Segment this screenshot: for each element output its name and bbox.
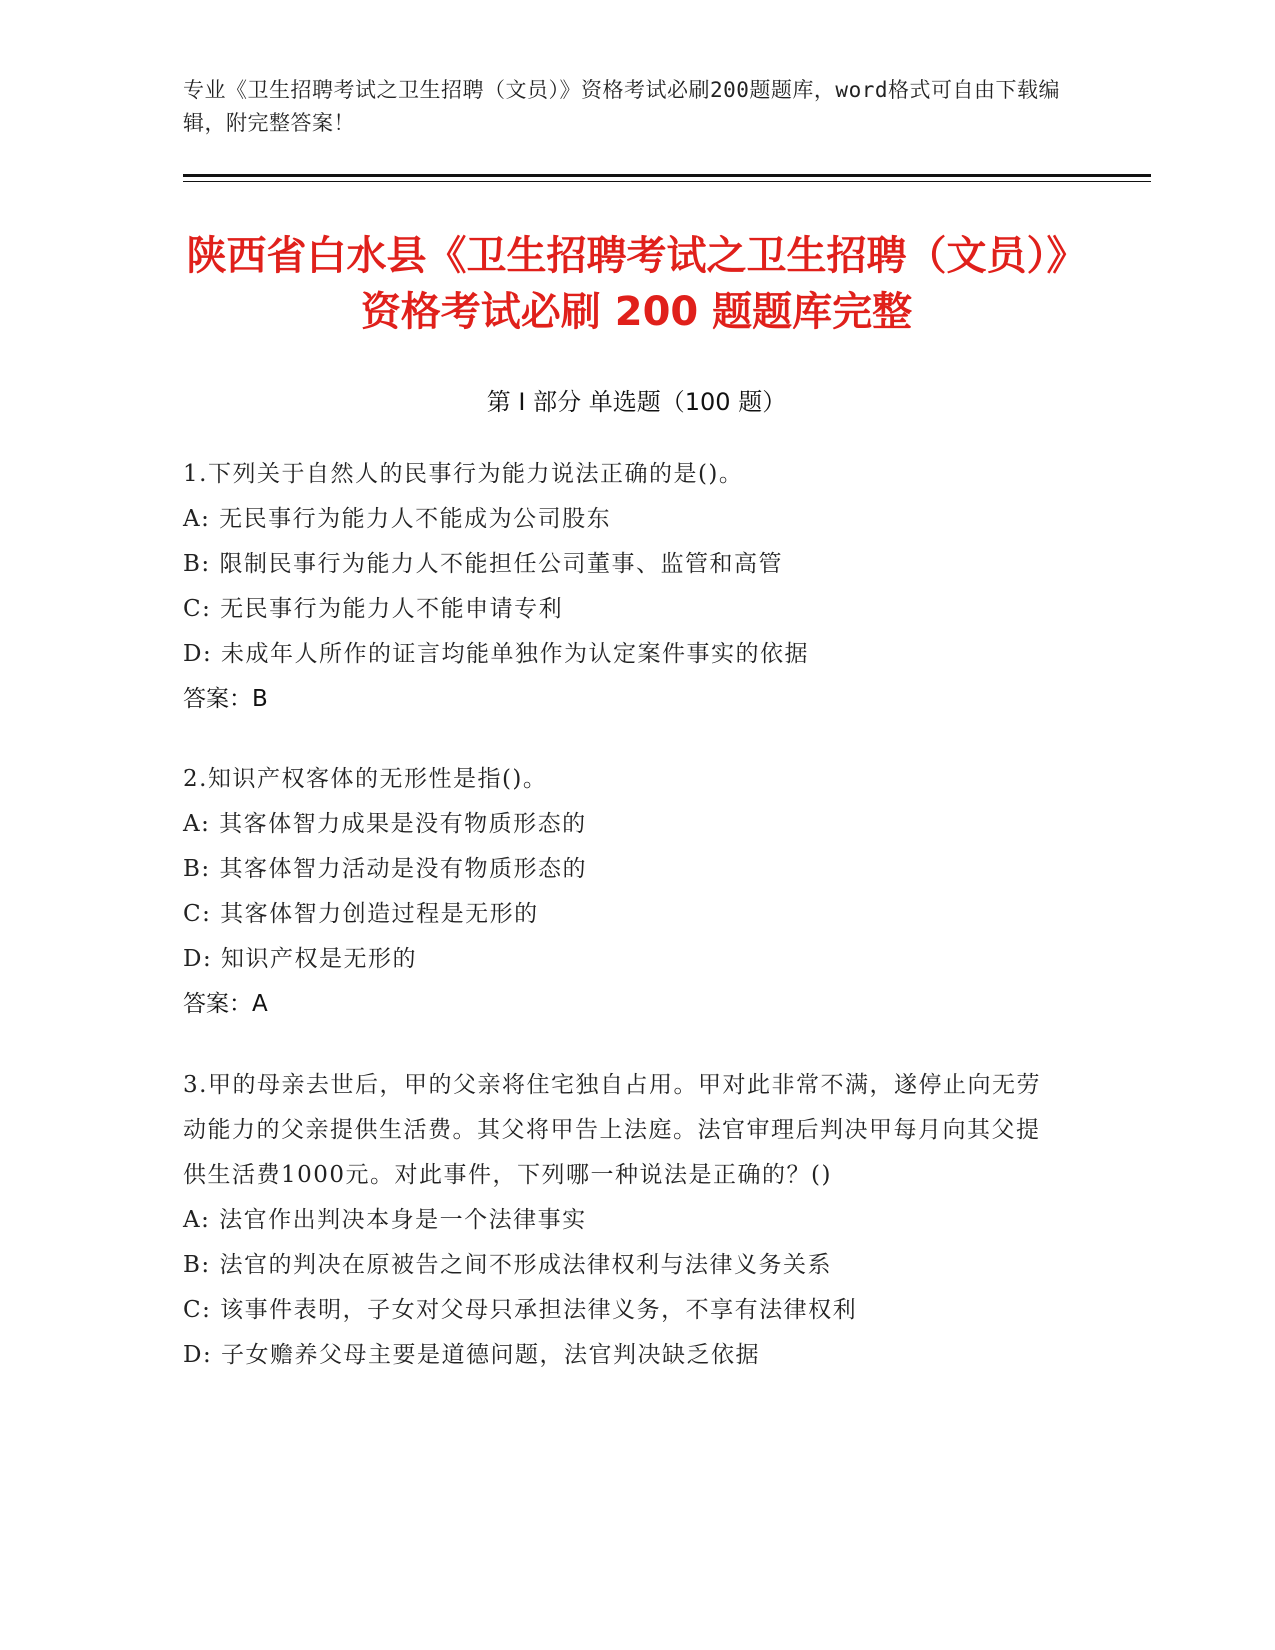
option-d: D: 未成年人所作的证言均能单独作为认定案件事实的依据	[183, 641, 810, 667]
answer-line: 答案：B	[183, 686, 268, 712]
question-1	[183, 452, 1063, 722]
option-a: A: 法官作出判决本身是一个法律事实	[183, 1207, 587, 1233]
option-b: B: 其客体智力活动是没有物质形态的	[183, 856, 587, 882]
option-d: D: 知识产权是无形的	[183, 946, 418, 972]
section-title: 第 I 部分 单选题（100 题）	[486, 388, 787, 416]
option-b: B: 法官的判决在原被告之间不形成法律权利与法律义务关系	[183, 1252, 832, 1278]
option-c: C: 该事件表明，子女对父母只承担法律义务，不享有法律权利	[183, 1297, 858, 1323]
answer-line: 答案：A	[183, 991, 268, 1017]
option-a: A: 无民事行为能力人不能成为公司股东	[183, 506, 612, 532]
option-b: B: 限制民事行为能力人不能担任公司董事、监管和高管	[183, 551, 783, 577]
option-c: C: 无民事行为能力人不能申请专利	[183, 596, 564, 622]
option-d: D: 子女赡养父母主要是道德问题，法官判决缺乏依据	[183, 1342, 761, 1368]
question-stem: 3.甲的母亲去世后，甲的父亲将住宅独自占用。甲对此非常不满，遂停止向无劳动能力的父亲提供生活费。其父将甲告上法庭。法官审理后判决甲每月向其父提供生活费1000元。对此事件，下列哪一种说法是正确的？()	[183, 1072, 1041, 1188]
option-a: A: 其客体智力成果是没有物质形态的	[183, 811, 587, 837]
question-stem: 2.知识产权客体的无形性是指()。	[183, 766, 548, 792]
header-divider-thin	[183, 181, 1151, 182]
header-divider-thick	[183, 174, 1151, 177]
header-note: 专业《卫生招聘考试之卫生招聘（文员）》资格考试必刷200题题库，word格式可自由下载编辑，附完整答案！	[183, 78, 1060, 135]
question-stem: 1.下列关于自然人的民事行为能力说法正确的是()。	[183, 461, 744, 487]
option-c: C: 其客体智力创造过程是无形的	[183, 901, 539, 927]
question-3	[183, 1063, 1063, 1378]
document-title: 陕西省白水县《卫生招聘考试之卫生招聘（文员）》资格考试必刷 200 题题库完整	[186, 233, 1087, 335]
question-2	[183, 757, 1063, 1027]
